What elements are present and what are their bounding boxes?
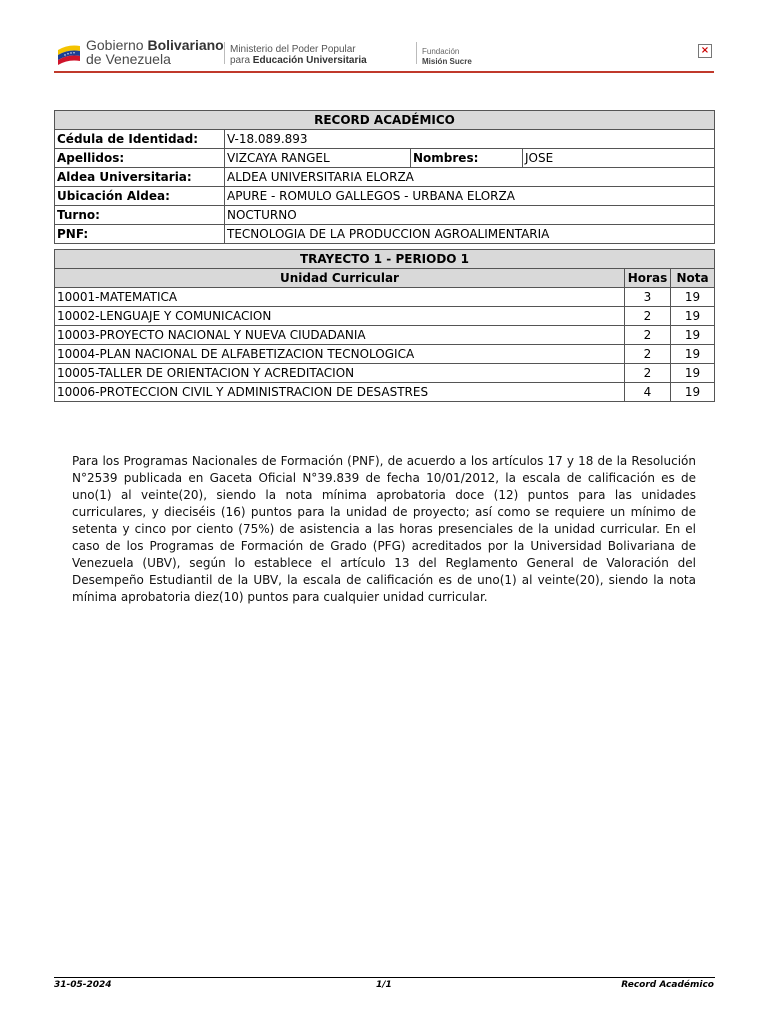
pnf-value: TECNOLOGIA DE LA PRODUCCION AGROALIMENTARIA [225,225,715,244]
student-info-table [54,110,715,244]
government-logo-text: Gobierno Bolivariano de Venezuela [86,37,224,67]
nota-cell: 19 [671,307,715,326]
nota-cell: 19 [671,288,715,307]
horas-cell: 2 [625,345,671,364]
horas-cell: 3 [625,288,671,307]
grades-table [54,249,715,402]
table-row [55,383,715,402]
cedula-label: Cédula de Identidad: [55,130,225,149]
close-icon[interactable]: × [698,44,712,58]
header-separator [224,42,225,64]
footer-document-name: Record Académico [621,980,714,990]
table-row [55,345,715,364]
ubicacion-label: Ubicación Aldea: [55,187,225,206]
venezuela-flag-icon [56,40,82,66]
col-nota-header: Nota [671,269,715,288]
col-unidad-header: Unidad Curricular [55,269,625,288]
footer-page-number: 1/1 [376,980,392,990]
turno-value: NOCTURNO [225,206,715,225]
record-title: RECORD ACADÉMICO [55,111,715,130]
horas-cell: 4 [625,383,671,402]
horas-cell: 2 [625,326,671,345]
horas-cell: 2 [625,364,671,383]
unidad-cell: 10004-PLAN NACIONAL DE ALFABETIZACION TECNOLOGICA [55,345,625,364]
unidad-cell: 10002-LENGUAJE Y COMUNICACION [55,307,625,326]
unidad-cell: 10001-MATEMATICA [55,288,625,307]
footer-date: 31-05-2024 [54,980,112,990]
nombres-value: JOSE [523,149,715,168]
apellidos-label: Apellidos: [55,149,225,168]
ministry-text: Ministerio del Poder Popular para Educación Universitaria [230,44,367,66]
foundation-text: Fundación Misión Sucre [422,47,472,66]
unidad-cell: 10006-PROTECCION CIVIL Y ADMINISTRACION DE DESASTRES [55,383,625,402]
aldea-value: ALDEA UNIVERSITARIA ELORZA [225,168,715,187]
page-header [54,38,714,72]
aldea-label: Aldea Universitaria: [55,168,225,187]
nota-cell: 19 [671,345,715,364]
unidad-cell: 10005-TALLER DE ORIENTACION Y ACREDITACION [55,364,625,383]
trayecto-title: TRAYECTO 1 - PERIODO 1 [55,250,715,269]
nombres-label: Nombres: [411,149,523,168]
footer-divider [54,977,715,978]
apellidos-value: VIZCAYA RANGEL [225,149,411,168]
pnf-label: PNF: [55,225,225,244]
turno-label: Turno: [55,206,225,225]
table-row [55,326,715,345]
unidad-cell: 10003-PROYECTO NACIONAL Y NUEVA CIUDADANIA [55,326,625,345]
header-separator [416,42,417,64]
table-row [55,288,715,307]
nota-cell: 19 [671,364,715,383]
horas-cell: 2 [625,307,671,326]
table-row [55,364,715,383]
header-divider [54,71,714,73]
col-horas-header: Horas [625,269,671,288]
nota-cell: 19 [671,383,715,402]
ubicacion-value: APURE - ROMULO GALLEGOS - URBANA ELORZA [225,187,715,206]
grading-note: Para los Programas Nacionales de Formación (PNF), de acuerdo a los artículos 17 y 18 de la Resolución N°2539 publicada en Gaceta Oficial N°39.839 de fecha 10/01/2012, la escala de calificación es de uno(1) al veinte(20), siendo la nota mínima aprobatoria doce (12) puntos para las unidades curriculares, y dieciséis (16) puntos para la unidad de proyecto; así como se requiere un mínimo de setenta y cinco por ciento (75%) de asistencia a las horas presenciales de la unidad curricular. En el caso de los Programas de Formación de Grado (PFG) acreditados por la Universidad Bolivariana de Venezuela (UBV), según lo establece el artículo 13 del Reglamento General de Valoración del Desempeño Estudiantil de la UBV, la escala de calificación es de uno(1) al veinte(20), siendo la nota mínima aprobatoria diez(10) puntos para cualquier unidad curricular. [72,454,696,604]
nota-cell: 19 [671,326,715,345]
cedula-value: V-18.089.893 [225,130,715,149]
table-row [55,307,715,326]
